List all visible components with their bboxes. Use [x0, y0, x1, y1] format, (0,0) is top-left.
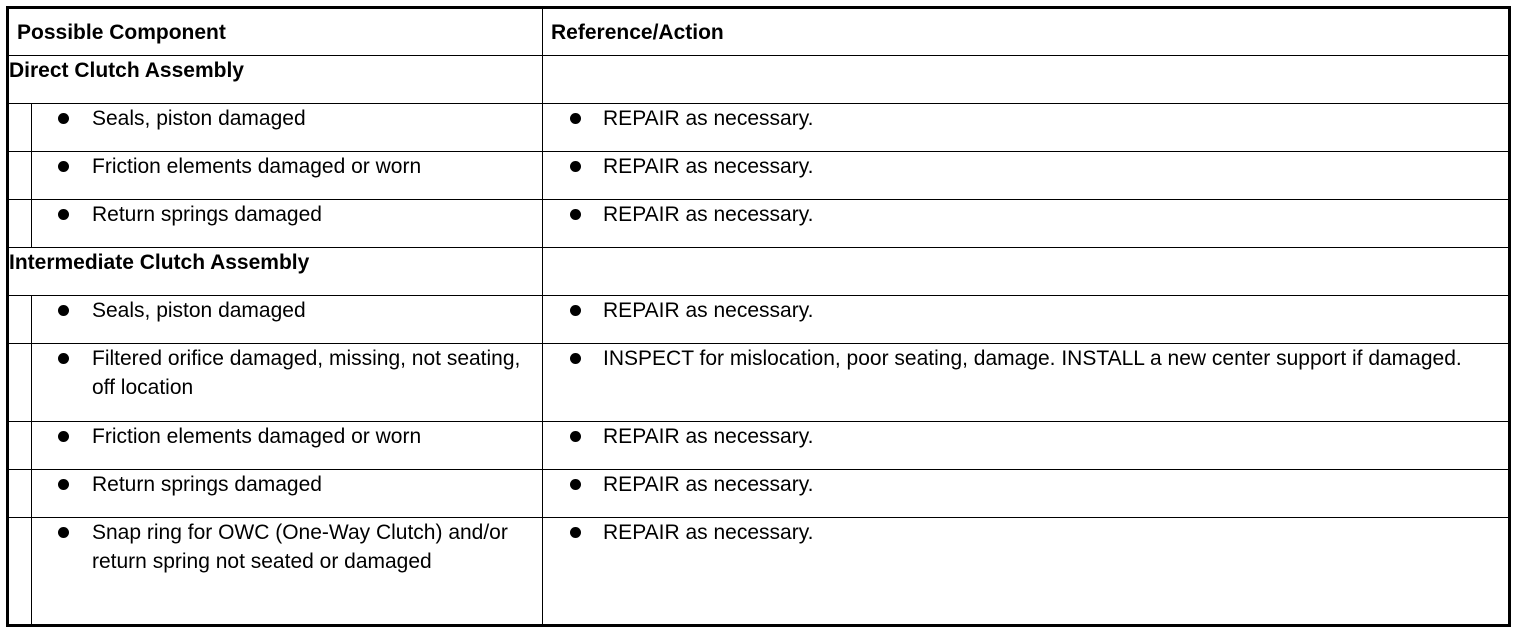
- component-text: Return springs damaged: [92, 203, 322, 226]
- component-text: Snap ring for OWC (One-Way Clutch) and/or return spring not seated or damaged: [92, 521, 508, 573]
- table-row: [8, 422, 1510, 470]
- action-text: REPAIR as necessary.: [603, 521, 814, 544]
- table-row: [8, 152, 1510, 200]
- header-row: [8, 8, 1510, 56]
- bullet-icon: [570, 161, 581, 172]
- section-row: [8, 248, 1510, 296]
- bullet-icon: [58, 353, 69, 364]
- table-row: [8, 104, 1510, 152]
- component-text: Filtered orifice damaged, missing, not seating, off location: [92, 347, 521, 399]
- table-row: [8, 344, 1510, 422]
- bullet-icon: [58, 479, 69, 490]
- bullet-icon: [58, 305, 69, 316]
- action-text: INSPECT for mislocation, poor seating, damage. INSTALL a new center support if damaged.: [603, 347, 1462, 370]
- action-text: REPAIR as necessary.: [603, 473, 814, 496]
- component-text: Friction elements damaged or worn: [92, 425, 422, 448]
- bullet-icon: [570, 431, 581, 442]
- diagnostic-table: [6, 6, 1511, 627]
- component-text: Return springs damaged: [92, 473, 322, 496]
- bullet-icon: [570, 353, 581, 364]
- bullet-icon: [570, 113, 581, 124]
- bullet-icon: [58, 431, 69, 442]
- header-reference-action: Reference/Action: [543, 8, 1510, 56]
- table-row: [8, 518, 1510, 626]
- section-title: Intermediate Clutch Assembly: [8, 248, 543, 296]
- table-row: [8, 470, 1510, 518]
- action-text: REPAIR as necessary.: [603, 299, 814, 322]
- component-text: Seals, piston damaged: [92, 299, 306, 322]
- action-text: REPAIR as necessary.: [603, 203, 814, 226]
- action-text: REPAIR as necessary.: [603, 107, 814, 130]
- action-text: REPAIR as necessary.: [603, 155, 814, 178]
- section-action-empty: [543, 56, 1510, 104]
- section-row: [8, 56, 1510, 104]
- bullet-icon: [570, 209, 581, 220]
- bullet-icon: [58, 209, 69, 220]
- bullet-icon: [58, 113, 69, 124]
- bullet-icon: [570, 527, 581, 538]
- action-text: REPAIR as necessary.: [603, 425, 814, 448]
- section-action-empty: [543, 248, 1510, 296]
- bullet-icon: [570, 305, 581, 316]
- table-row: [8, 296, 1510, 344]
- section-title: Direct Clutch Assembly: [8, 56, 543, 104]
- bullet-icon: [58, 161, 69, 172]
- bullet-icon: [570, 479, 581, 490]
- header-possible-component: Possible Component: [8, 8, 543, 56]
- table-row: [8, 200, 1510, 248]
- component-text: Seals, piston damaged: [92, 107, 306, 130]
- bullet-icon: [58, 527, 69, 538]
- component-text: Friction elements damaged or worn: [92, 155, 422, 178]
